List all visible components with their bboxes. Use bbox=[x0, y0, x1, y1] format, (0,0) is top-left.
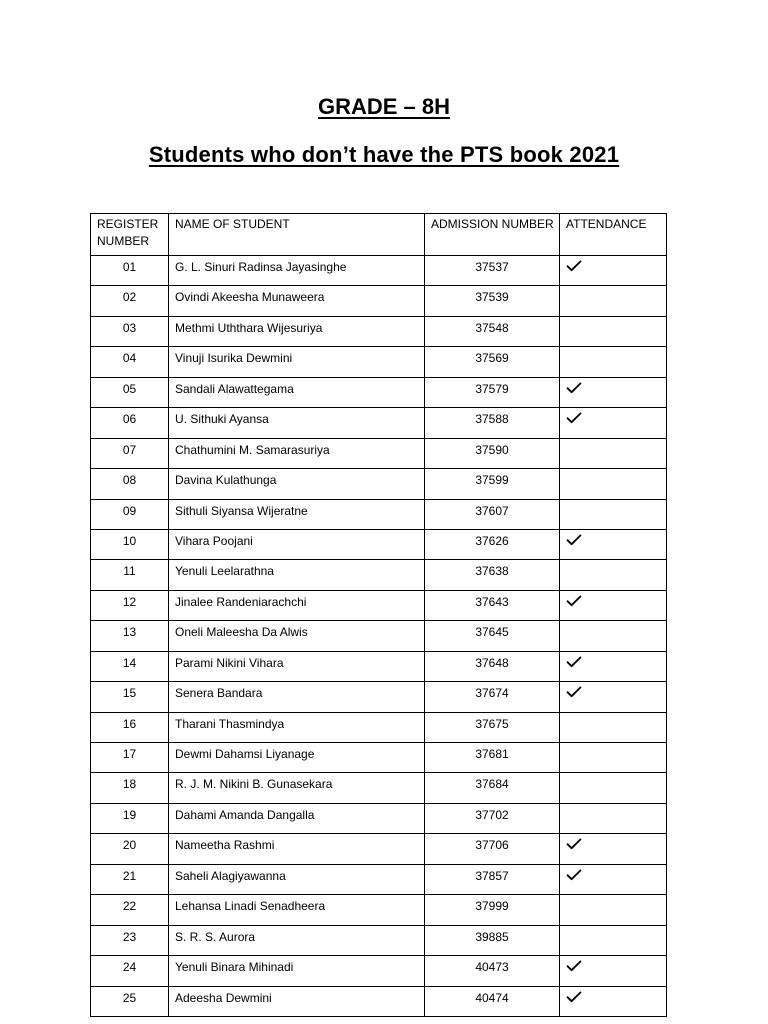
register-number-cell: 06 bbox=[91, 408, 169, 438]
page-subtitle: Students who don’t have the PTS book 2021 bbox=[148, 142, 620, 167]
attendance-cell bbox=[560, 408, 667, 438]
attendance-cell bbox=[560, 256, 667, 286]
student-name-cell: Sithuli Siyansa Wijeratne bbox=[169, 499, 425, 529]
attendance-cell bbox=[560, 956, 667, 986]
attendance-cell bbox=[560, 895, 667, 925]
admission-number-cell: 37590 bbox=[425, 438, 560, 468]
student-name-cell: Saheli Alagiyawanna bbox=[169, 864, 425, 894]
table-row bbox=[91, 560, 667, 590]
admission-number-cell: 37681 bbox=[425, 743, 560, 773]
register-number-cell: 16 bbox=[91, 712, 169, 742]
register-number-cell: 09 bbox=[91, 499, 169, 529]
checkmark-icon bbox=[566, 869, 582, 881]
admission-number-cell: 37648 bbox=[425, 651, 560, 681]
header-name-of-student: NAME OF STUDENT bbox=[169, 214, 425, 256]
header-admission-number: ADMISSION NUMBER bbox=[425, 214, 560, 256]
student-table bbox=[90, 213, 667, 1017]
admission-number-cell: 37548 bbox=[425, 316, 560, 346]
student-name-cell: Parami Nikini Vihara bbox=[169, 651, 425, 681]
attendance-cell bbox=[560, 621, 667, 651]
register-number-cell: 02 bbox=[91, 286, 169, 316]
checkmark-icon bbox=[566, 960, 582, 972]
attendance-cell bbox=[560, 773, 667, 803]
register-number-cell: 19 bbox=[91, 803, 169, 833]
student-name-cell: Oneli Maleesha Da Alwis bbox=[169, 621, 425, 651]
attendance-cell bbox=[560, 316, 667, 346]
student-name-cell: Nameetha Rashmi bbox=[169, 834, 425, 864]
header-register-number: REGISTER NUMBER bbox=[91, 214, 169, 256]
admission-number-cell: 37999 bbox=[425, 895, 560, 925]
table-row bbox=[91, 864, 667, 894]
admission-number-cell: 39885 bbox=[425, 925, 560, 955]
register-number-cell: 12 bbox=[91, 590, 169, 620]
header-attendance: ATTENDANCE bbox=[560, 214, 667, 256]
attendance-cell bbox=[560, 986, 667, 1016]
register-number-cell: 11 bbox=[91, 560, 169, 590]
checkmark-icon bbox=[566, 595, 582, 607]
checkmark-icon bbox=[566, 656, 582, 668]
student-name-cell: Methmi Uththara Wijesuriya bbox=[169, 316, 425, 346]
admission-number-cell: 37675 bbox=[425, 712, 560, 742]
checkmark-icon bbox=[566, 838, 582, 850]
register-number-cell: 10 bbox=[91, 529, 169, 559]
student-name-cell: Vinuji Isurika Dewmini bbox=[169, 347, 425, 377]
register-number-cell: 08 bbox=[91, 469, 169, 499]
student-name-cell: U. Sithuki Ayansa bbox=[169, 408, 425, 438]
attendance-cell bbox=[560, 803, 667, 833]
register-number-cell: 04 bbox=[91, 347, 169, 377]
student-name-cell: Davina Kulathunga bbox=[169, 469, 425, 499]
register-number-cell: 13 bbox=[91, 621, 169, 651]
table-row bbox=[91, 347, 667, 377]
table-row bbox=[91, 469, 667, 499]
table-row bbox=[91, 286, 667, 316]
attendance-cell bbox=[560, 560, 667, 590]
student-name-cell: Vihara Poojani bbox=[169, 529, 425, 559]
admission-number-cell: 37626 bbox=[425, 529, 560, 559]
attendance-cell bbox=[560, 743, 667, 773]
admission-number-cell: 37599 bbox=[425, 469, 560, 499]
table-header-row bbox=[91, 214, 667, 256]
attendance-cell bbox=[560, 529, 667, 559]
table-row bbox=[91, 743, 667, 773]
admission-number-cell: 40473 bbox=[425, 956, 560, 986]
student-name-cell: G. L. Sinuri Radinsa Jayasinghe bbox=[169, 256, 425, 286]
checkmark-icon bbox=[566, 686, 582, 698]
table-row bbox=[91, 408, 667, 438]
table-row bbox=[91, 621, 667, 651]
attendance-cell bbox=[560, 712, 667, 742]
admission-number-cell: 37588 bbox=[425, 408, 560, 438]
student-name-cell: Ovindi Akeesha Munaweera bbox=[169, 286, 425, 316]
register-number-cell: 15 bbox=[91, 682, 169, 712]
admission-number-cell: 37607 bbox=[425, 499, 560, 529]
register-number-cell: 03 bbox=[91, 316, 169, 346]
table-row bbox=[91, 651, 667, 681]
register-number-cell: 21 bbox=[91, 864, 169, 894]
attendance-cell bbox=[560, 590, 667, 620]
admission-number-cell: 37643 bbox=[425, 590, 560, 620]
student-name-cell: Chathumini M. Samarasuriya bbox=[169, 438, 425, 468]
table-row bbox=[91, 529, 667, 559]
student-name-cell: Adeesha Dewmini bbox=[169, 986, 425, 1016]
table-row bbox=[91, 256, 667, 286]
admission-number-cell: 37579 bbox=[425, 377, 560, 407]
table-row bbox=[91, 438, 667, 468]
table-body bbox=[91, 256, 667, 1017]
admission-number-cell: 37537 bbox=[425, 256, 560, 286]
table-row bbox=[91, 925, 667, 955]
register-number-cell: 07 bbox=[91, 438, 169, 468]
student-name-cell: Senera Bandara bbox=[169, 682, 425, 712]
admission-number-cell: 37706 bbox=[425, 834, 560, 864]
student-name-cell: Tharani Thasmindya bbox=[169, 712, 425, 742]
table-row bbox=[91, 377, 667, 407]
attendance-cell bbox=[560, 682, 667, 712]
table-row bbox=[91, 895, 667, 925]
admission-number-cell: 37539 bbox=[425, 286, 560, 316]
student-name-cell: Yenuli Leelarathna bbox=[169, 560, 425, 590]
table-row bbox=[91, 834, 667, 864]
register-number-cell: 17 bbox=[91, 743, 169, 773]
student-name-cell: Dahami Amanda Dangalla bbox=[169, 803, 425, 833]
student-name-cell: Yenuli Binara Mihinadi bbox=[169, 956, 425, 986]
attendance-cell bbox=[560, 651, 667, 681]
table-row bbox=[91, 316, 667, 346]
attendance-cell bbox=[560, 286, 667, 316]
page-title: GRADE – 8H bbox=[317, 94, 451, 119]
admission-number-cell: 37702 bbox=[425, 803, 560, 833]
admission-number-cell: 37638 bbox=[425, 560, 560, 590]
checkmark-icon bbox=[566, 382, 582, 394]
student-name-cell: Sandali Alawattegama bbox=[169, 377, 425, 407]
table-row bbox=[91, 712, 667, 742]
register-number-cell: 20 bbox=[91, 834, 169, 864]
register-number-cell: 25 bbox=[91, 986, 169, 1016]
admission-number-cell: 37645 bbox=[425, 621, 560, 651]
student-name-cell: S. R. S. Aurora bbox=[169, 925, 425, 955]
register-number-cell: 01 bbox=[91, 256, 169, 286]
admission-number-cell: 40474 bbox=[425, 986, 560, 1016]
attendance-cell bbox=[560, 925, 667, 955]
admission-number-cell: 37674 bbox=[425, 682, 560, 712]
admission-number-cell: 37857 bbox=[425, 864, 560, 894]
attendance-cell bbox=[560, 377, 667, 407]
table-row bbox=[91, 803, 667, 833]
attendance-cell bbox=[560, 864, 667, 894]
table-row bbox=[91, 986, 667, 1016]
table-row bbox=[91, 773, 667, 803]
attendance-cell bbox=[560, 499, 667, 529]
checkmark-icon bbox=[566, 534, 582, 546]
table-row bbox=[91, 590, 667, 620]
register-number-cell: 18 bbox=[91, 773, 169, 803]
checkmark-icon bbox=[566, 991, 582, 1003]
register-number-cell: 14 bbox=[91, 651, 169, 681]
admission-number-cell: 37569 bbox=[425, 347, 560, 377]
student-name-cell: Lehansa Linadi Senadheera bbox=[169, 895, 425, 925]
table-row bbox=[91, 682, 667, 712]
checkmark-icon bbox=[566, 412, 582, 424]
student-name-cell: Dewmi Dahamsi Liyanage bbox=[169, 743, 425, 773]
register-number-cell: 23 bbox=[91, 925, 169, 955]
register-number-cell: 22 bbox=[91, 895, 169, 925]
attendance-cell bbox=[560, 834, 667, 864]
table-row bbox=[91, 956, 667, 986]
student-name-cell: Jinalee Randeniarachchi bbox=[169, 590, 425, 620]
register-number-cell: 05 bbox=[91, 377, 169, 407]
attendance-cell bbox=[560, 469, 667, 499]
table-row bbox=[91, 499, 667, 529]
register-number-cell: 24 bbox=[91, 956, 169, 986]
student-name-cell: R. J. M. Nikini B. Gunasekara bbox=[169, 773, 425, 803]
checkmark-icon bbox=[566, 260, 582, 272]
attendance-cell bbox=[560, 438, 667, 468]
attendance-cell bbox=[560, 347, 667, 377]
admission-number-cell: 37684 bbox=[425, 773, 560, 803]
